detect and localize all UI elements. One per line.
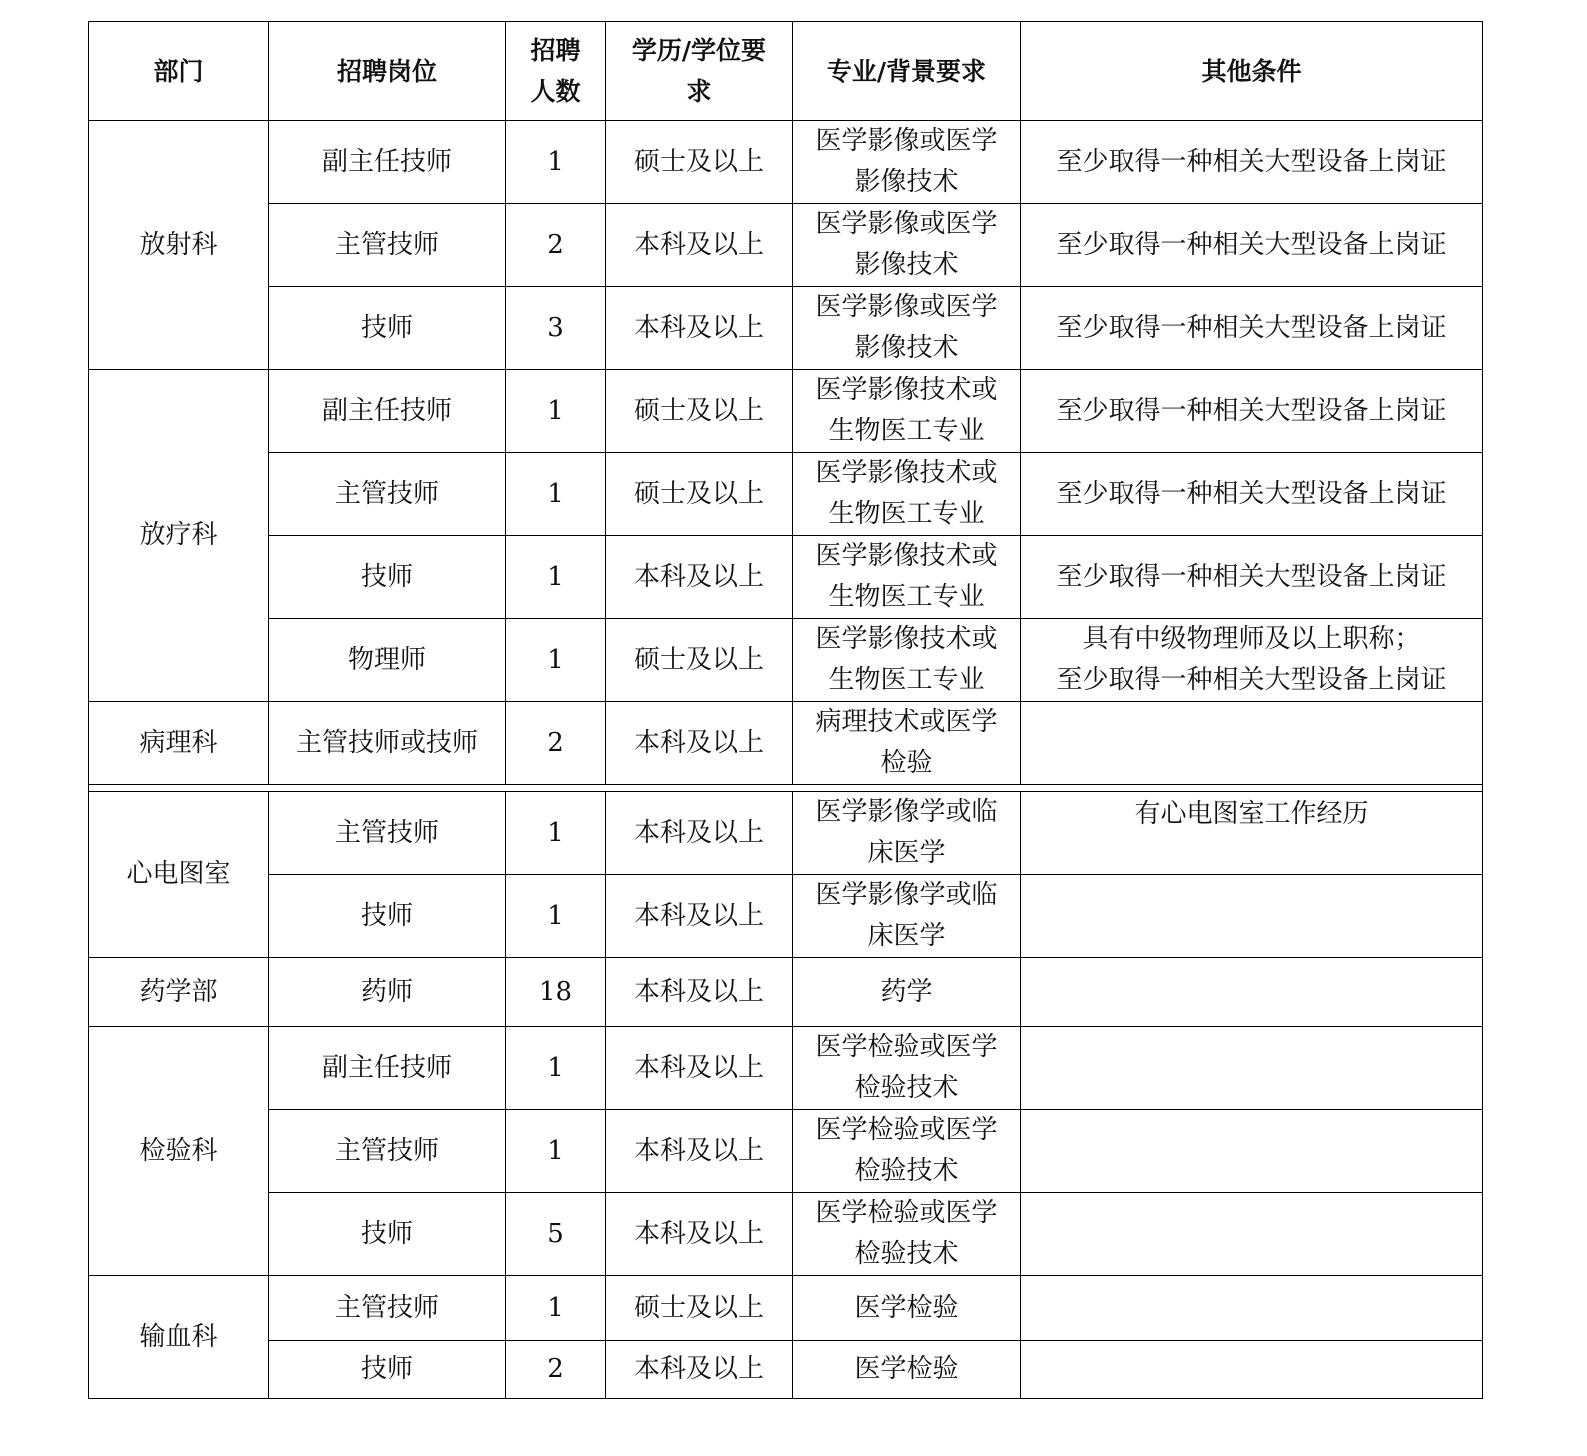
other-cell xyxy=(1021,702,1483,785)
table-row xyxy=(89,1110,1483,1193)
table-row xyxy=(89,619,1483,702)
education-cell: 本科及以上 xyxy=(606,875,793,958)
count-cell: 18 xyxy=(506,958,606,1027)
count-cell: 1 xyxy=(506,792,606,875)
count-cell: 1 xyxy=(506,536,606,619)
other-cell: 至少取得一种相关大型设备上岗证 xyxy=(1021,370,1483,453)
table-row xyxy=(89,702,1483,785)
position-cell: 技师 xyxy=(269,536,506,619)
position-cell: 技师 xyxy=(269,1341,506,1399)
other-cell: 至少取得一种相关大型设备上岗证 xyxy=(1021,536,1483,619)
education-cell: 硕士及以上 xyxy=(606,1276,793,1341)
position-cell: 主管技师 xyxy=(269,1276,506,1341)
education-cell: 硕士及以上 xyxy=(606,619,793,702)
other-cell xyxy=(1021,958,1483,1027)
other-cell xyxy=(1021,1193,1483,1276)
major-cell: 医学检验 xyxy=(793,1341,1021,1399)
major-cell: 医学影像或医学 影像技术 xyxy=(793,287,1021,370)
education-cell: 本科及以上 xyxy=(606,792,793,875)
education-cell: 本科及以上 xyxy=(606,204,793,287)
other-cell xyxy=(1021,1027,1483,1110)
dept-cell: 药学部 xyxy=(89,958,269,1027)
position-cell: 主管技师 xyxy=(269,792,506,875)
table-row xyxy=(89,287,1483,370)
position-cell: 技师 xyxy=(269,875,506,958)
position-cell: 药师 xyxy=(269,958,506,1027)
table-row xyxy=(89,204,1483,287)
dept-cell: 输血科 xyxy=(89,1276,269,1399)
header-dept: 部门 xyxy=(89,22,269,121)
major-cell: 医学影像学或临 床医学 xyxy=(793,792,1021,875)
position-cell: 副主任技师 xyxy=(269,121,506,204)
other-cell xyxy=(1021,1110,1483,1193)
education-cell: 本科及以上 xyxy=(606,702,793,785)
table-row xyxy=(89,453,1483,536)
position-cell: 物理师 xyxy=(269,619,506,702)
header-education: 学历/学位要 求 xyxy=(606,22,793,121)
table-row xyxy=(89,1341,1483,1399)
position-cell: 技师 xyxy=(269,287,506,370)
other-cell: 具有中级物理师及以上职称； 至少取得一种相关大型设备上岗证 xyxy=(1021,619,1483,702)
header-other: 其他条件 xyxy=(1021,22,1483,121)
header-major: 专业/背景要求 xyxy=(793,22,1021,121)
major-cell: 药学 xyxy=(793,958,1021,1027)
table-row xyxy=(89,1276,1483,1341)
position-cell: 技师 xyxy=(269,1193,506,1276)
major-cell: 医学影像技术或 生物医工专业 xyxy=(793,536,1021,619)
other-cell: 至少取得一种相关大型设备上岗证 xyxy=(1021,121,1483,204)
education-cell: 本科及以上 xyxy=(606,287,793,370)
position-cell: 主管技师 xyxy=(269,1110,506,1193)
gap-row xyxy=(89,785,1483,792)
position-cell: 主管技师或技师 xyxy=(269,702,506,785)
other-cell: 至少取得一种相关大型设备上岗证 xyxy=(1021,204,1483,287)
dept-cell: 病理科 xyxy=(89,702,269,785)
position-cell: 主管技师 xyxy=(269,204,506,287)
header-position: 招聘岗位 xyxy=(269,22,506,121)
count-cell: 1 xyxy=(506,619,606,702)
other-cell xyxy=(1021,875,1483,958)
dept-cell: 放射科 xyxy=(89,121,269,370)
count-cell: 1 xyxy=(506,1027,606,1110)
major-cell: 医学影像技术或 生物医工专业 xyxy=(793,370,1021,453)
header-row xyxy=(89,22,1483,121)
dept-cell: 检验科 xyxy=(89,1027,269,1276)
count-cell: 1 xyxy=(506,370,606,453)
count-cell: 1 xyxy=(506,1110,606,1193)
major-cell: 医学检验或医学 检验技术 xyxy=(793,1110,1021,1193)
count-cell: 2 xyxy=(506,702,606,785)
position-cell: 副主任技师 xyxy=(269,1027,506,1110)
header-count: 招聘 人数 xyxy=(506,22,606,121)
education-cell: 硕士及以上 xyxy=(606,121,793,204)
other-cell: 有心电图室工作经历 xyxy=(1021,792,1483,875)
count-cell: 1 xyxy=(506,453,606,536)
table-row xyxy=(89,1193,1483,1276)
major-cell: 医学影像或医学 影像技术 xyxy=(793,204,1021,287)
other-cell: 至少取得一种相关大型设备上岗证 xyxy=(1021,287,1483,370)
table-row xyxy=(89,121,1483,204)
recruitment-table xyxy=(88,21,1483,1399)
education-cell: 本科及以上 xyxy=(606,536,793,619)
education-cell: 本科及以上 xyxy=(606,1341,793,1399)
other-cell: 至少取得一种相关大型设备上岗证 xyxy=(1021,453,1483,536)
dept-cell: 放疗科 xyxy=(89,370,269,702)
position-cell: 主管技师 xyxy=(269,453,506,536)
count-cell: 1 xyxy=(506,1276,606,1341)
other-cell xyxy=(1021,1341,1483,1399)
education-cell: 本科及以上 xyxy=(606,958,793,1027)
count-cell: 5 xyxy=(506,1193,606,1276)
education-cell: 本科及以上 xyxy=(606,1110,793,1193)
education-cell: 硕士及以上 xyxy=(606,453,793,536)
table-row xyxy=(89,875,1483,958)
other-cell xyxy=(1021,1276,1483,1341)
education-cell: 硕士及以上 xyxy=(606,370,793,453)
major-cell: 医学影像技术或 生物医工专业 xyxy=(793,453,1021,536)
education-cell: 本科及以上 xyxy=(606,1193,793,1276)
table-row xyxy=(89,370,1483,453)
table-row xyxy=(89,958,1483,1027)
major-cell: 医学影像技术或 生物医工专业 xyxy=(793,619,1021,702)
position-cell: 副主任技师 xyxy=(269,370,506,453)
major-cell: 医学检验 xyxy=(793,1276,1021,1341)
count-cell: 2 xyxy=(506,204,606,287)
table-row xyxy=(89,792,1483,875)
dept-cell: 心电图室 xyxy=(89,792,269,958)
count-cell: 1 xyxy=(506,121,606,204)
table-row xyxy=(89,1027,1483,1110)
major-cell: 病理技术或医学 检验 xyxy=(793,702,1021,785)
major-cell: 医学检验或医学 检验技术 xyxy=(793,1027,1021,1110)
major-cell: 医学影像或医学 影像技术 xyxy=(793,121,1021,204)
major-cell: 医学检验或医学 检验技术 xyxy=(793,1193,1021,1276)
major-cell: 医学影像学或临 床医学 xyxy=(793,875,1021,958)
count-cell: 1 xyxy=(506,875,606,958)
education-cell: 本科及以上 xyxy=(606,1027,793,1110)
count-cell: 2 xyxy=(506,1341,606,1399)
table-row xyxy=(89,536,1483,619)
count-cell: 3 xyxy=(506,287,606,370)
